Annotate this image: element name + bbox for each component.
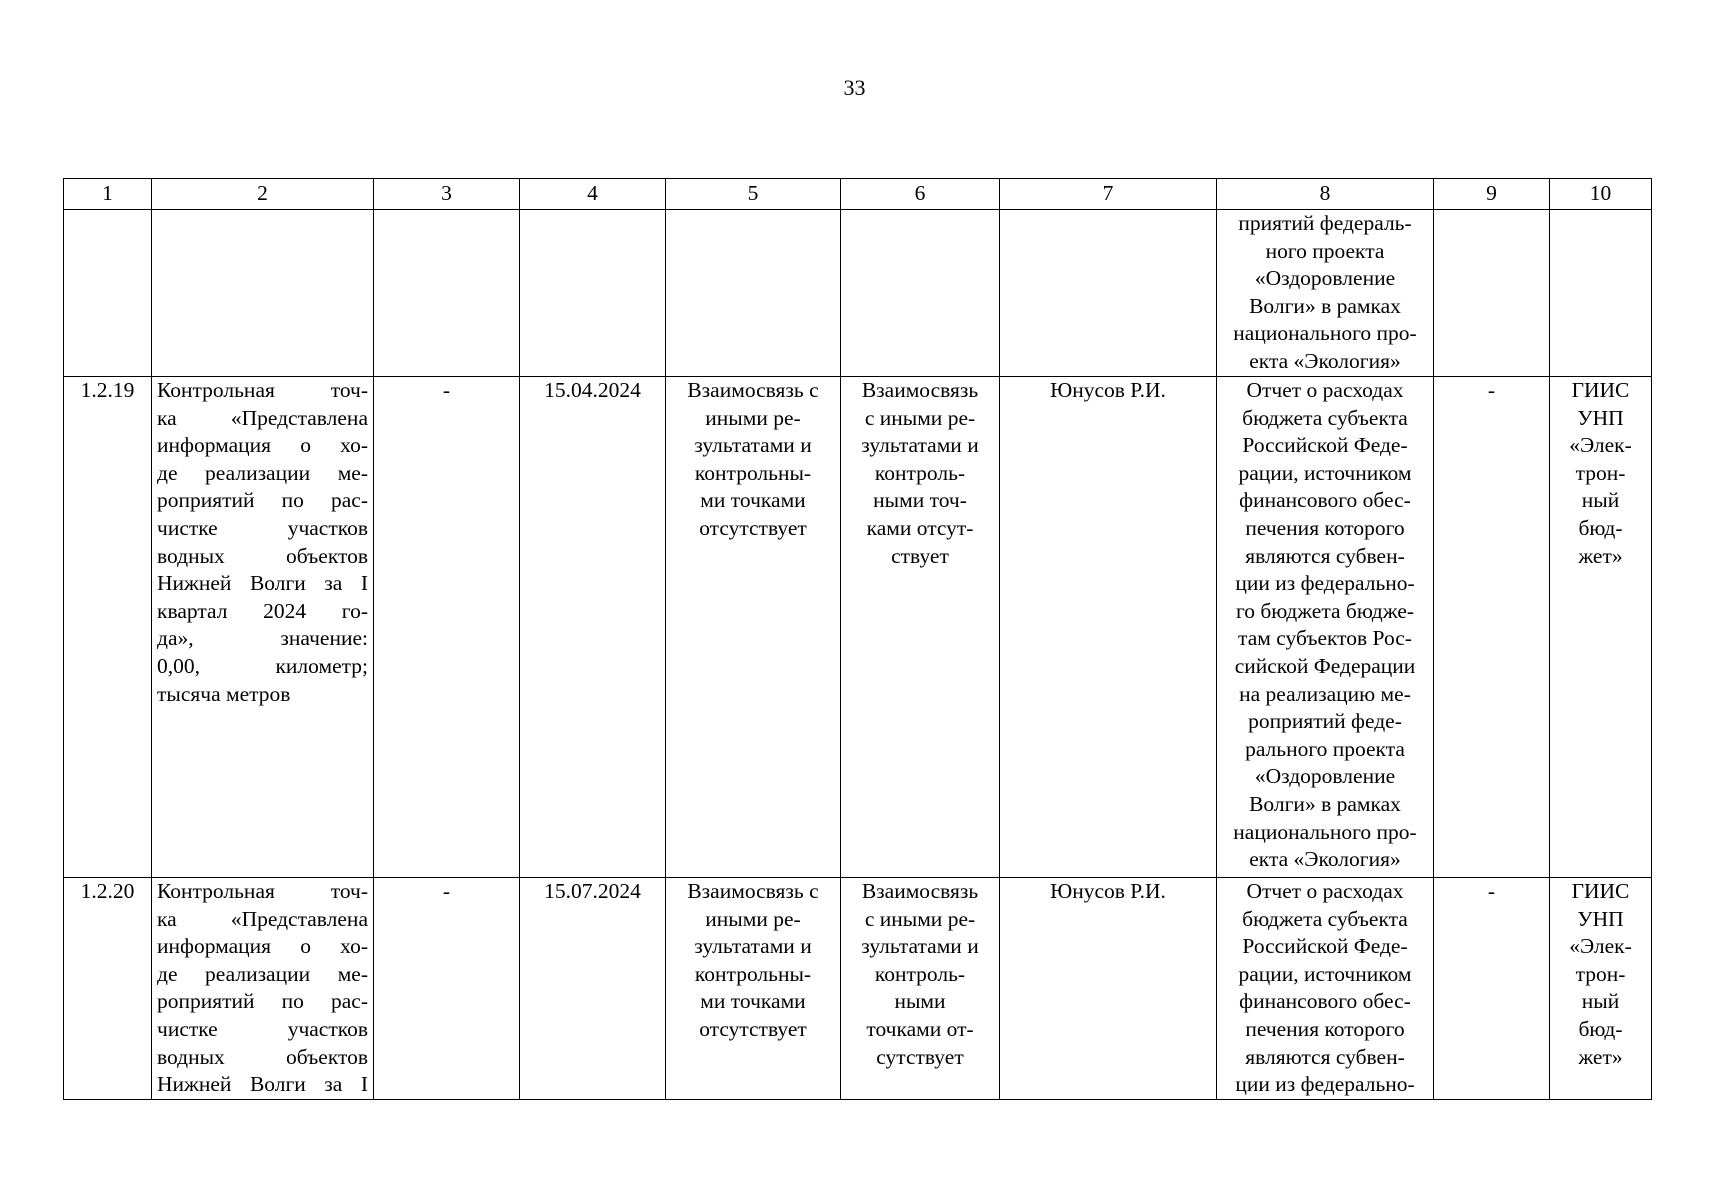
cell-empty [374,210,520,377]
data-table [63,178,1652,1100]
header-col-3: 3 [374,179,520,210]
text-line: ного проекта [1265,238,1385,263]
text-line: екта «Экология» [1249,348,1401,373]
text-line: являются субвен- [1245,543,1405,568]
cell-system [1550,878,1652,1100]
text-line: там субъектов Рос- [1238,626,1412,651]
text-line: зультатами и [861,433,979,458]
cell-col3: - [374,878,520,1100]
text-line: Волги» в рамках [1249,293,1401,318]
text-line: ный [1581,488,1620,513]
text-line: чистке участков [157,1016,368,1041]
text-line: екта «Экология» [1249,847,1401,872]
text-line: сийской Федерации [1234,653,1416,678]
text-line: бюд- [1578,1016,1623,1041]
cell-col9: - [1434,377,1550,878]
table-row [64,878,1652,1100]
text-line: с иными ре- [864,906,976,931]
cell-relation [666,377,841,878]
cell-col9: - [1434,878,1550,1100]
text-line: Нижней Волги за I [157,571,368,596]
text-line: Отчет о расходах [1246,879,1404,903]
text-line: финансового обес- [1239,989,1411,1014]
text-line: ный [1581,989,1620,1014]
cell-empty [1000,210,1217,377]
text-line: Волги» в рамках [1249,791,1401,816]
text-line: де реализации ме- [157,460,368,485]
cell-empty [666,210,841,377]
cell-responsible: Юнусов Р.И. [1000,878,1217,1100]
text-line: ка «Представлена [157,405,368,430]
cell-empty [1434,210,1550,377]
text-line: контроль- [874,460,966,485]
text-line: с иными ре- [864,405,976,430]
text-line: Взаимосвязь [861,879,979,903]
cell-date: 15.04.2024 [520,377,666,878]
text-line: роприятий феде- [1248,709,1402,734]
cell-report [1217,878,1434,1100]
text-line: печения которого [1245,1016,1405,1041]
text-line: зультатами и [694,433,812,458]
text-line: контрольны- [694,460,812,485]
cell-empty [841,210,1000,377]
text-line: Нижней Волги за I [157,1072,368,1097]
text-line: жет» [1578,543,1623,568]
cell-system [1550,377,1652,878]
text-line: Взаимосвязь с [687,879,819,903]
header-row [64,179,1652,210]
cell-number: 1.2.19 [64,377,152,878]
header-col-4: 4 [520,179,666,210]
cell-empty [1550,210,1652,377]
text-line: «Оздоровление [1254,266,1396,291]
text-line: трон- [1575,460,1626,485]
text-line: отсутствует [699,1016,807,1041]
text-line: ка «Представлена [157,906,368,931]
header-col-10: 10 [1550,179,1652,210]
text-line: УНП [1577,405,1624,430]
text-line: Российской Феде- [1242,934,1408,959]
text-line: рального проекта [1245,736,1405,761]
cell-col3: - [374,377,520,878]
text-line: Взаимосвязь с [687,378,819,402]
text-line: го бюджета бюдже- [1235,598,1415,623]
header-col-6: 6 [841,179,1000,210]
text-line: тысяча метров [157,681,291,706]
text-line: ции из федерально- [1235,571,1415,596]
text-line: ции из федерально- [1235,1072,1415,1097]
text-line: трон- [1575,961,1626,986]
cell-number: 1.2.20 [64,878,152,1100]
text-line: рации, источником [1238,961,1412,986]
text-line: «Оздоровление [1254,764,1396,789]
text-line: УНП [1577,906,1624,931]
text-line: водных объектов [157,543,368,568]
text-line: приятий федераль- [1238,211,1412,235]
header-col-1: 1 [64,179,152,210]
text-line: зультатами и [861,934,979,959]
cell-report [1217,377,1434,878]
text-line: бюд- [1578,515,1623,540]
cell-description [152,377,374,878]
header-col-2: 2 [152,179,374,210]
cell-relation-2 [841,377,1000,878]
cell-empty [520,210,666,377]
text-line: квартал 2024 го- [157,598,368,623]
text-line: информация о хо- [157,934,368,959]
cell-empty [64,210,152,377]
text-line: печения которого [1245,515,1405,540]
text-line: рации, источником [1238,460,1412,485]
text-line: 0,00, километр; [157,653,368,678]
header-col-9: 9 [1434,179,1550,210]
text-line: де реализации ме- [157,961,368,986]
text-line: сутствует [876,1044,964,1069]
table-row-continuation [64,210,1652,377]
text-line: роприятий по рас- [157,488,368,513]
cell-empty [152,210,374,377]
text-line: Контрольная точ- [157,378,368,402]
text-line: Российской Феде- [1242,433,1408,458]
table-row [64,377,1652,878]
text-line: водных объектов [157,1044,368,1069]
text-line: на реализацию ме- [1239,681,1411,706]
text-line: «Элек- [1569,433,1632,458]
text-line: Отчет о расходах [1246,378,1404,402]
text-line: бюджета субъекта [1242,906,1408,931]
text-line: роприятий по рас- [157,989,368,1014]
text-line: «Элек- [1569,934,1632,959]
text-line: Контрольная точ- [157,879,368,903]
text-line: ствует [891,543,949,568]
text-line: финансового обес- [1239,488,1411,513]
cell-responsible: Юнусов Р.И. [1000,377,1217,878]
cell-relation-2 [841,878,1000,1100]
text-line: ГИИС [1571,879,1630,903]
text-line: ками отсут- [866,515,974,540]
text-line: ными точ- [873,488,967,513]
text-line: иными ре- [705,906,801,931]
text-line: являются субвен- [1245,1044,1405,1069]
cell-date: 15.07.2024 [520,878,666,1100]
header-col-8: 8 [1217,179,1434,210]
text-line: да», значение: [157,626,368,651]
text-line: национального про- [1233,819,1417,844]
cell-relation [666,878,841,1100]
text-line: ГИИС [1571,378,1630,402]
header-col-5: 5 [666,179,841,210]
text-line: национального про- [1233,321,1417,346]
text-line: бюджета субъекта [1242,405,1408,430]
cell-report-continuation [1217,210,1434,377]
text-line: жет» [1578,1044,1623,1069]
text-line: чистке участков [157,515,368,540]
header-col-7: 7 [1000,179,1217,210]
text-line: контроль- [874,961,966,986]
text-line: ными [894,989,946,1014]
page-number: 33 [843,75,866,100]
text-line: точками от- [866,1016,974,1041]
text-line: иными ре- [705,405,801,430]
text-line: Взаимосвязь [861,378,979,402]
text-line: информация о хо- [157,433,368,458]
cell-description [152,878,374,1100]
text-line: ми точками [700,989,806,1014]
text-line: ми точками [700,488,806,513]
text-line: отсутствует [699,515,807,540]
text-line: зультатами и [694,934,812,959]
text-line: контрольны- [694,961,812,986]
